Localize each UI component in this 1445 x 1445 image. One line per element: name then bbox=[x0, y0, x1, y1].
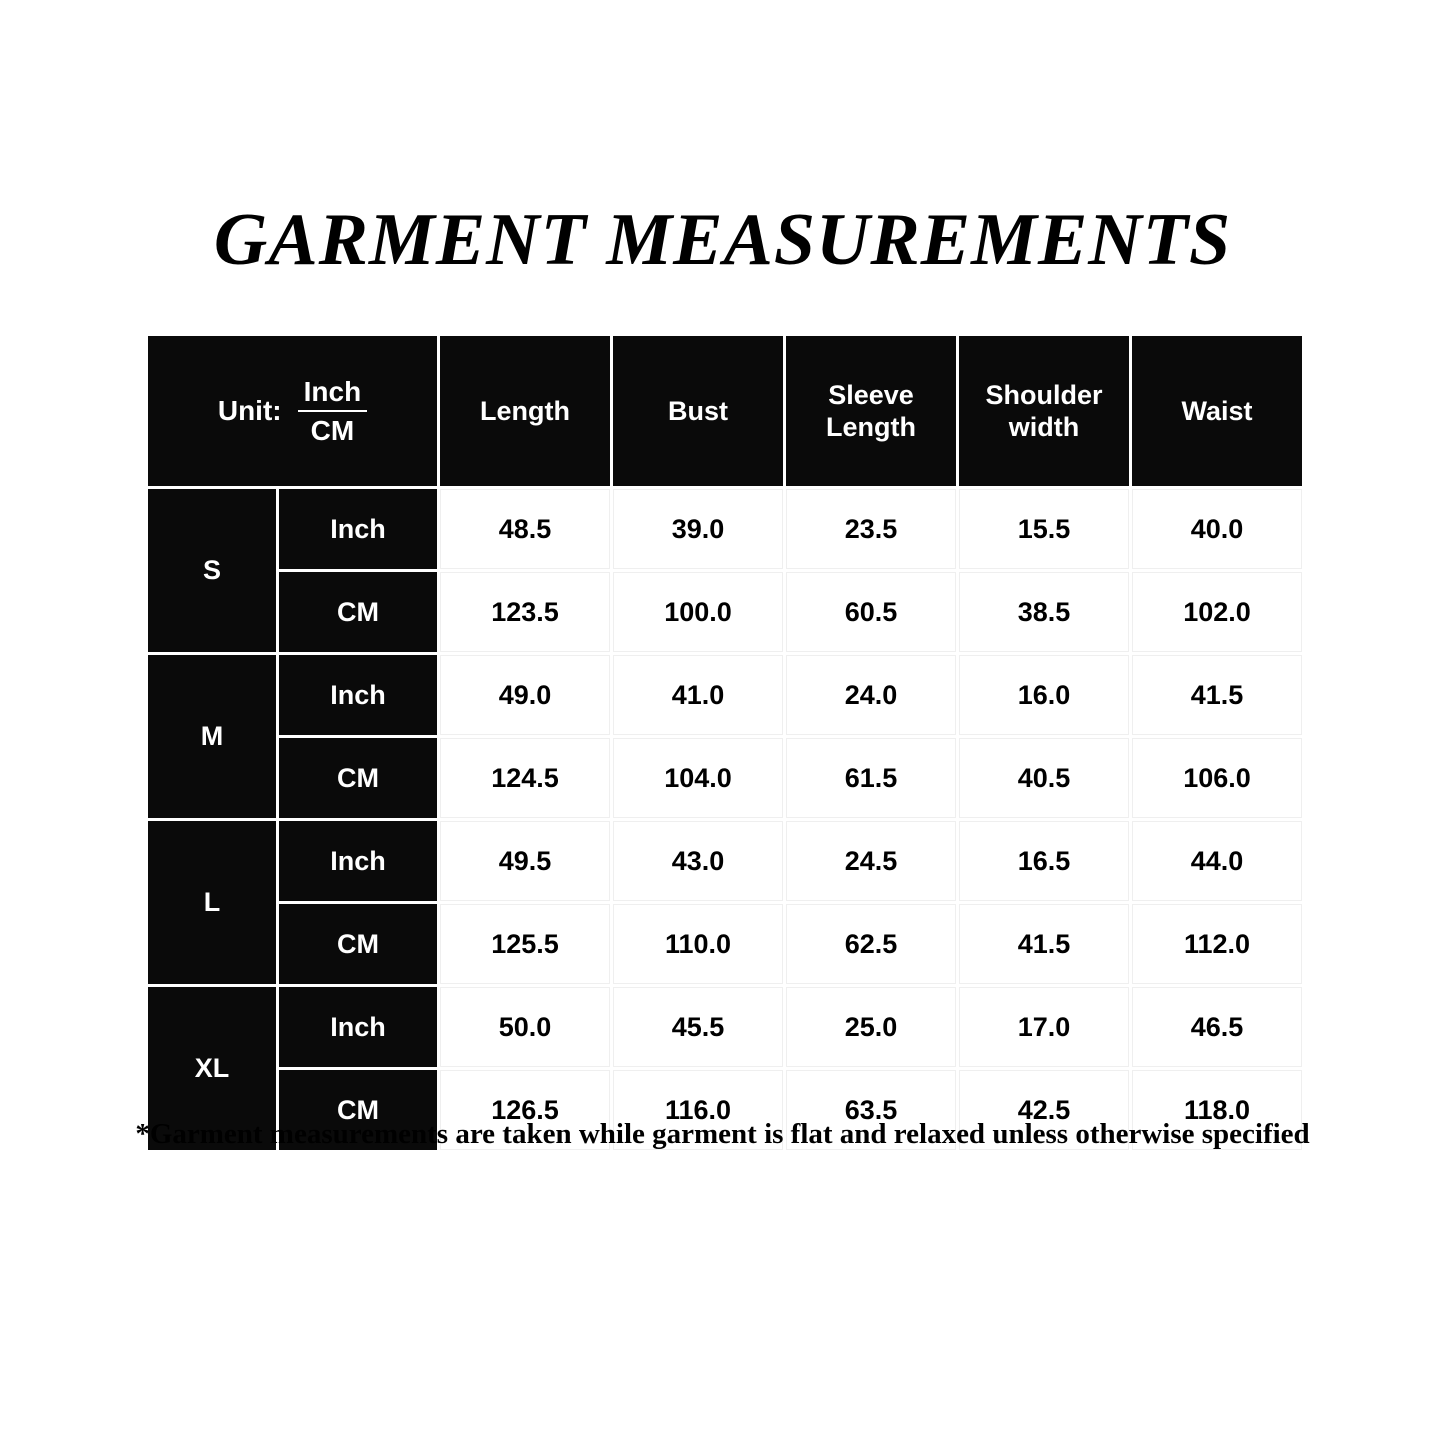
cell-m-cm-waist: 106.0 bbox=[1132, 738, 1302, 818]
unit-row-label-cm: CM bbox=[279, 1070, 437, 1150]
unit-label: Unit: bbox=[217, 395, 282, 427]
cell-xl-cm-bust: 116.0 bbox=[613, 1070, 783, 1150]
table-row bbox=[148, 738, 1302, 818]
cell-s-inch-length: 48.5 bbox=[440, 489, 610, 569]
cell-m-cm-bust: 104.0 bbox=[613, 738, 783, 818]
cell-xl-inch-shoulder: 17.0 bbox=[959, 987, 1129, 1067]
table-row bbox=[148, 821, 1302, 901]
unit-row-label-cm: CM bbox=[279, 572, 437, 652]
cell-l-inch-length: 49.5 bbox=[440, 821, 610, 901]
column-header-shoulder-width: Shoulder width bbox=[959, 336, 1129, 486]
size-label-m: M bbox=[148, 655, 276, 818]
unit-row-label-inch: Inch bbox=[279, 821, 437, 901]
cell-m-inch-length: 49.0 bbox=[440, 655, 610, 735]
page-title: GARMENT MEASUREMENTS bbox=[213, 199, 1232, 281]
cell-m-cm-length: 124.5 bbox=[440, 738, 610, 818]
cell-m-cm-sleeve: 61.5 bbox=[786, 738, 956, 818]
cell-l-cm-length: 125.5 bbox=[440, 904, 610, 984]
table-row bbox=[148, 904, 1302, 984]
cell-xl-cm-length: 126.5 bbox=[440, 1070, 610, 1150]
cell-xl-inch-sleeve: 25.0 bbox=[786, 987, 956, 1067]
unit-fraction-numerator: Inch bbox=[298, 376, 368, 411]
unit-row-label-inch: Inch bbox=[279, 489, 437, 569]
cell-l-cm-sleeve: 62.5 bbox=[786, 904, 956, 984]
cell-s-cm-waist: 102.0 bbox=[1132, 572, 1302, 652]
cell-s-inch-sleeve: 23.5 bbox=[786, 489, 956, 569]
cell-xl-cm-waist: 118.0 bbox=[1132, 1070, 1302, 1150]
column-header-length: Length bbox=[440, 336, 610, 486]
table-row bbox=[148, 655, 1302, 735]
cell-l-cm-bust: 110.0 bbox=[613, 904, 783, 984]
table-row bbox=[148, 572, 1302, 652]
cell-xl-cm-shoulder: 42.5 bbox=[959, 1070, 1129, 1150]
cell-s-cm-length: 123.5 bbox=[440, 572, 610, 652]
unit-row-label-cm: CM bbox=[279, 738, 437, 818]
cell-l-inch-waist: 44.0 bbox=[1132, 821, 1302, 901]
cell-m-cm-shoulder: 40.5 bbox=[959, 738, 1129, 818]
cell-xl-inch-waist: 46.5 bbox=[1132, 987, 1302, 1067]
column-header-sleeve-length: Sleeve Length bbox=[786, 336, 956, 486]
cell-s-inch-bust: 39.0 bbox=[613, 489, 783, 569]
cell-m-inch-sleeve: 24.0 bbox=[786, 655, 956, 735]
cell-s-cm-bust: 100.0 bbox=[613, 572, 783, 652]
cell-l-cm-shoulder: 41.5 bbox=[959, 904, 1129, 984]
table-row bbox=[148, 489, 1302, 569]
unit-row-label-inch: Inch bbox=[279, 655, 437, 735]
size-label-l: L bbox=[148, 821, 276, 984]
unit-header-box bbox=[148, 336, 437, 486]
unit-fraction-denominator: CM bbox=[310, 414, 355, 446]
cell-l-cm-waist: 112.0 bbox=[1132, 904, 1302, 984]
cell-xl-cm-sleeve: 63.5 bbox=[786, 1070, 956, 1150]
cell-m-inch-bust: 41.0 bbox=[613, 655, 783, 735]
footnote: *Garment measurements are taken while garment is flat and relaxed unless otherwise specified bbox=[135, 1118, 1310, 1150]
unit-row-label-inch: Inch bbox=[279, 987, 437, 1067]
size-label-xl: XL bbox=[148, 987, 276, 1150]
cell-l-inch-bust: 43.0 bbox=[613, 821, 783, 901]
cell-s-cm-sleeve: 60.5 bbox=[786, 572, 956, 652]
cell-xl-inch-length: 50.0 bbox=[440, 987, 610, 1067]
cell-l-inch-shoulder: 16.5 bbox=[959, 821, 1129, 901]
size-label-s: S bbox=[148, 489, 276, 652]
table-header-row bbox=[148, 336, 1302, 486]
measurements-table-container bbox=[145, 333, 1290, 1153]
unit-header-cell bbox=[148, 336, 437, 486]
measurements-table bbox=[145, 333, 1305, 1153]
column-header-bust: Bust bbox=[613, 336, 783, 486]
cell-m-inch-waist: 41.5 bbox=[1132, 655, 1302, 735]
cell-s-inch-waist: 40.0 bbox=[1132, 489, 1302, 569]
cell-m-inch-shoulder: 16.0 bbox=[959, 655, 1129, 735]
table-row bbox=[148, 987, 1302, 1067]
unit-fraction bbox=[298, 376, 368, 446]
cell-s-inch-shoulder: 15.5 bbox=[959, 489, 1129, 569]
cell-xl-inch-bust: 45.5 bbox=[613, 987, 783, 1067]
column-header-waist: Waist bbox=[1132, 336, 1302, 486]
cell-l-inch-sleeve: 24.5 bbox=[786, 821, 956, 901]
cell-s-cm-shoulder: 38.5 bbox=[959, 572, 1129, 652]
unit-row-label-cm: CM bbox=[279, 904, 437, 984]
